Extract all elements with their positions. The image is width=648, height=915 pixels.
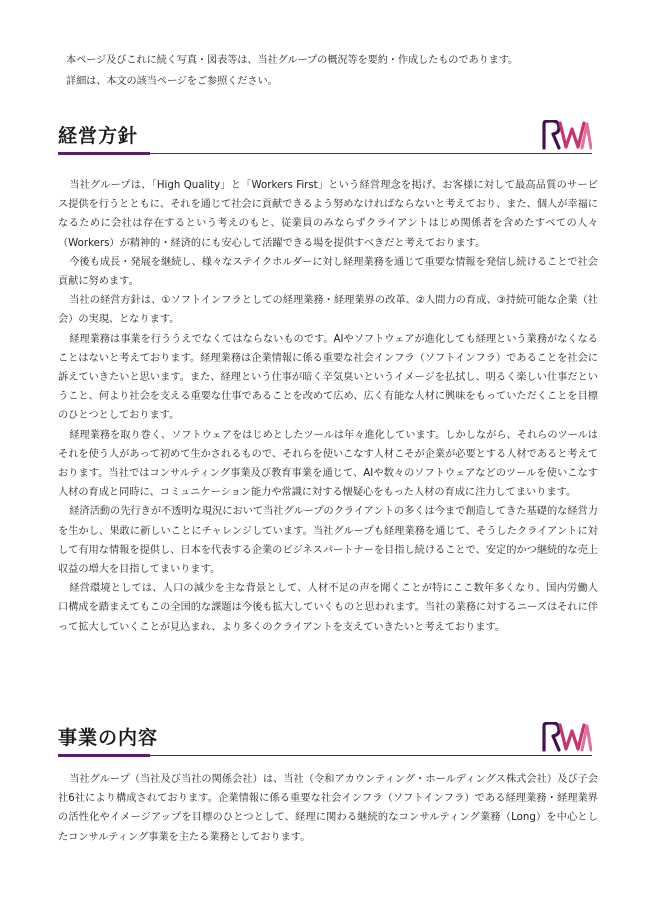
rwa-logo-icon [542,120,592,150]
intro-note [66,50,606,92]
paragraph: 経理業務は事業を行ううえでなくてはならないものです。AIやソフトウェアが進化しても経理という業務がなくなることはないと考えております。経理業務は企業情報に係る重要な社会インフラ（ソフトインフラ）であることを社会に訴えていきたいと思います。また、経理という仕事が暗く辛気臭いというイメージを払拭し、明るく楽しい仕事だということ、何より社会を支える重要な仕事であることを改めて広め、広く有能な人材に興味をもっていただくことを目標のひとつとしております。 [58,333,598,422]
business-description-body [58,770,598,847]
intro-line: 本ページ及びこれに続く写真・図表等は、当社グループの概況等を要約・作成したものであります。 [66,55,519,66]
paragraph: 今後も成長・発展を継続し、様々なステイクホルダーに対し経理業務を通じて重要な情報を発信し続けることで社会貢献に努めます。 [58,256,598,288]
paragraph: 経済活動の先行きが不透明な現況において当社グループのクライアントの多くは今まで創造してきた基礎的な経営力を生かし、果敢に新しいことにチャレンジしています。当社グループも経理業務を通じて、そうしたクライアントに対して有用な情報を提供し、日本を代表する企業のビジネスパートナーを目指し続けることで、安定的かつ継続的な売上収益の増大を目指してまいります。 [58,506,598,576]
paragraph: 当社グループは、「High Quality」と「Workers First」という経営理念を掲げ、お客様に対して最高品質のサービス提供を行うとともに、それを通じて社会に貢献できるよう努めなければならないと考えており、また、個人が幸福になるために会社は存在するという考えのもと、従業員のみならずクライアントはじめ関係者を含めたすべての人々（Workers）が精神的・経済的にも安心して活躍できる場を提供すべきだと考えております。 [58,180,598,249]
section-divider [58,153,592,154]
rwa-logo-icon [542,722,592,752]
section-divider [58,755,592,756]
section-header-business-description [58,716,592,756]
paragraph: 当社の経営方針は、①ソフトインフラとしての経理業務・経理業界の改革、②人間力の育成、③持続可能な企業（社会）の実現、となります。 [58,295,598,326]
section-title: 経営方針 [58,125,139,147]
paragraph: 当社グループ（当社及び当社の関係会社）は、当社（令和アカウンティング・ホールディングス株式会社）及び子会社6社により構成されております。企業情報に係る重要な社会インフラ（ソフトインフラ）である経理業務・経理業界の活性化やイメージアップを目標のひとつとして、経理に関わる継続的なコンサルティング業務（Long）を中心としたコンサルティング事業を主たる業務としております。 [58,774,598,843]
paragraph: 経理業務を取り巻く、ソフトウェアをはじめとしたツールは年々進化しています。しかしながら、それらのツールはそれを使う人があって初めて生かされるもので、それらを使いこなす人材こそが企業が必要とする人材であると考えております。当社ではコンサルティング事業及び教育事業を通じて、AIや数々のソフトウェアなどのツールを使いこなす人材の育成と同時に、コミュニケーション能力や常識に対する懐疑心をもった人材の育成に注力してまいります。 [58,429,598,499]
intro-line: 詳細は、本文の該当ページをご参照ください。 [66,76,278,87]
paragraph: 経営環境としては、人口の減少を主な背景として、人材不足の声を聞くことが特にここ数年多くなり、国内労働人口構成を踏まえてもこの全国的な課題は今後も拡大していくものと思われます。当社の業務に対するニーズはそれに伴って拡大していくことが見込まれ、より多くのクライアントを支えていきたいと考えております。 [58,583,598,633]
management-policy-body [58,176,598,637]
section-title: 事業の内容 [58,727,159,749]
section-header-management-policy [58,114,592,154]
